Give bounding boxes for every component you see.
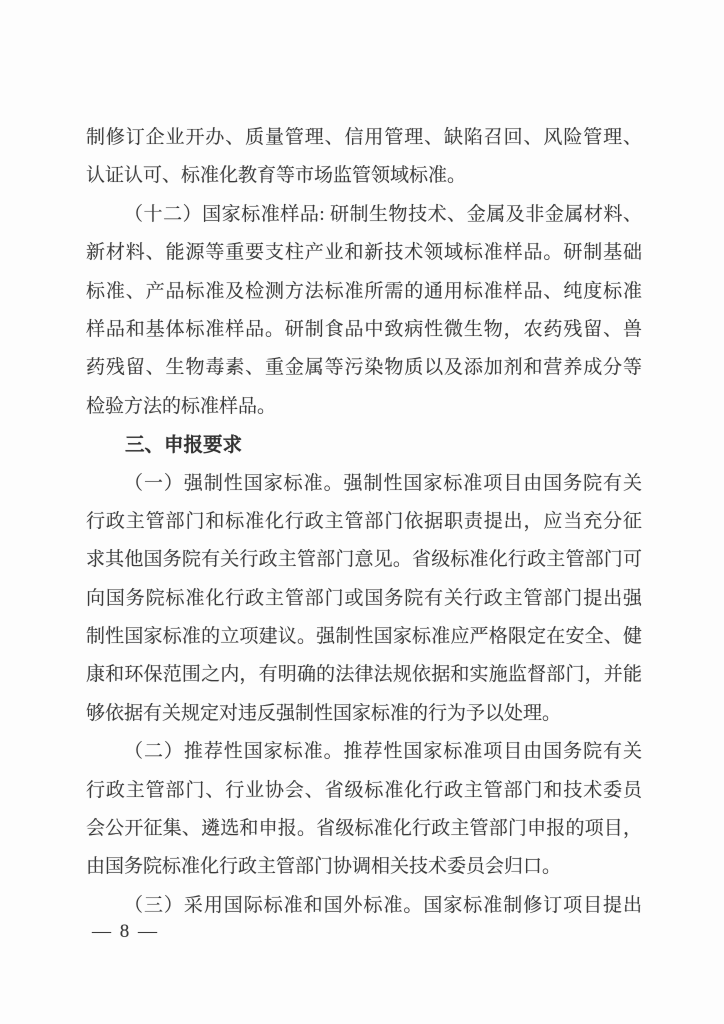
page-number: — 8 — [92,921,159,942]
text-line: 药残留、生物毒素、重金属等污染物质以及添加剂和营养成分等 [86,357,642,379]
text-line: 康和环保范围之内，有明确的法律法规依据和实施监督部门，并能 [86,664,642,686]
text-line: 制性国家标准的立项建议。强制性国家标准应严格限定在安全、健 [86,626,642,648]
text-line: 标准、产品标准及检测方法标准所需的通用标准样品、纯度标准 [86,280,642,302]
text-line: 认证认可、标准化教育等市场监管领域标准。 [86,165,467,187]
document-body [86,119,642,925]
text-line: 检验方法的标准样品。 [86,395,277,417]
text-line: 求其他国务院有关行政主管部门意见。省级标准化行政主管部门可 [86,549,642,571]
text-line: （一）强制性国家标准。强制性国家标准项目由国务院有关 [124,472,642,494]
text-line: （十二）国家标准样品: 研制生物技术、金属及非金属材料、 [124,203,642,225]
text-line: 新材料、能源等重要支柱产业和新技术领域标准样品。研制基础 [86,242,642,264]
section-heading: 三、申报要求 [125,434,243,457]
text-line: 行政主管部门和标准化行政主管部门依据职责提出，应当充分征 [86,510,642,532]
text-line: （三）采用国际标准和国外标准。国家标准制修订项目提出 [124,894,642,916]
text-line: 向国务院标准化行政主管部门或国务院有关行政主管部门提出强 [86,587,642,609]
text-line: 样品和基体标准样品。研制食品中致病性微生物，农药残留、兽 [86,318,642,340]
text-line: 制修订企业开办、质量管理、信用管理、缺陷召回、风险管理、 [86,127,642,148]
text-line: 由国务院标准化行政主管部门协调相关技术委员会归口。 [86,856,562,878]
text-line: 够依据有关规定对违反强制性国家标准的行为予以处理。 [86,702,562,724]
text-line: （二）推荐性国家标准。推荐性国家标准项目由国务院有关 [124,741,642,763]
text-line: 行政主管部门、行业协会、省级标准化行政主管部门和技术委员 [86,779,642,801]
text-line: 会公开征集、遴选和申报。省级标准化行政主管部门申报的项目， [86,818,642,840]
